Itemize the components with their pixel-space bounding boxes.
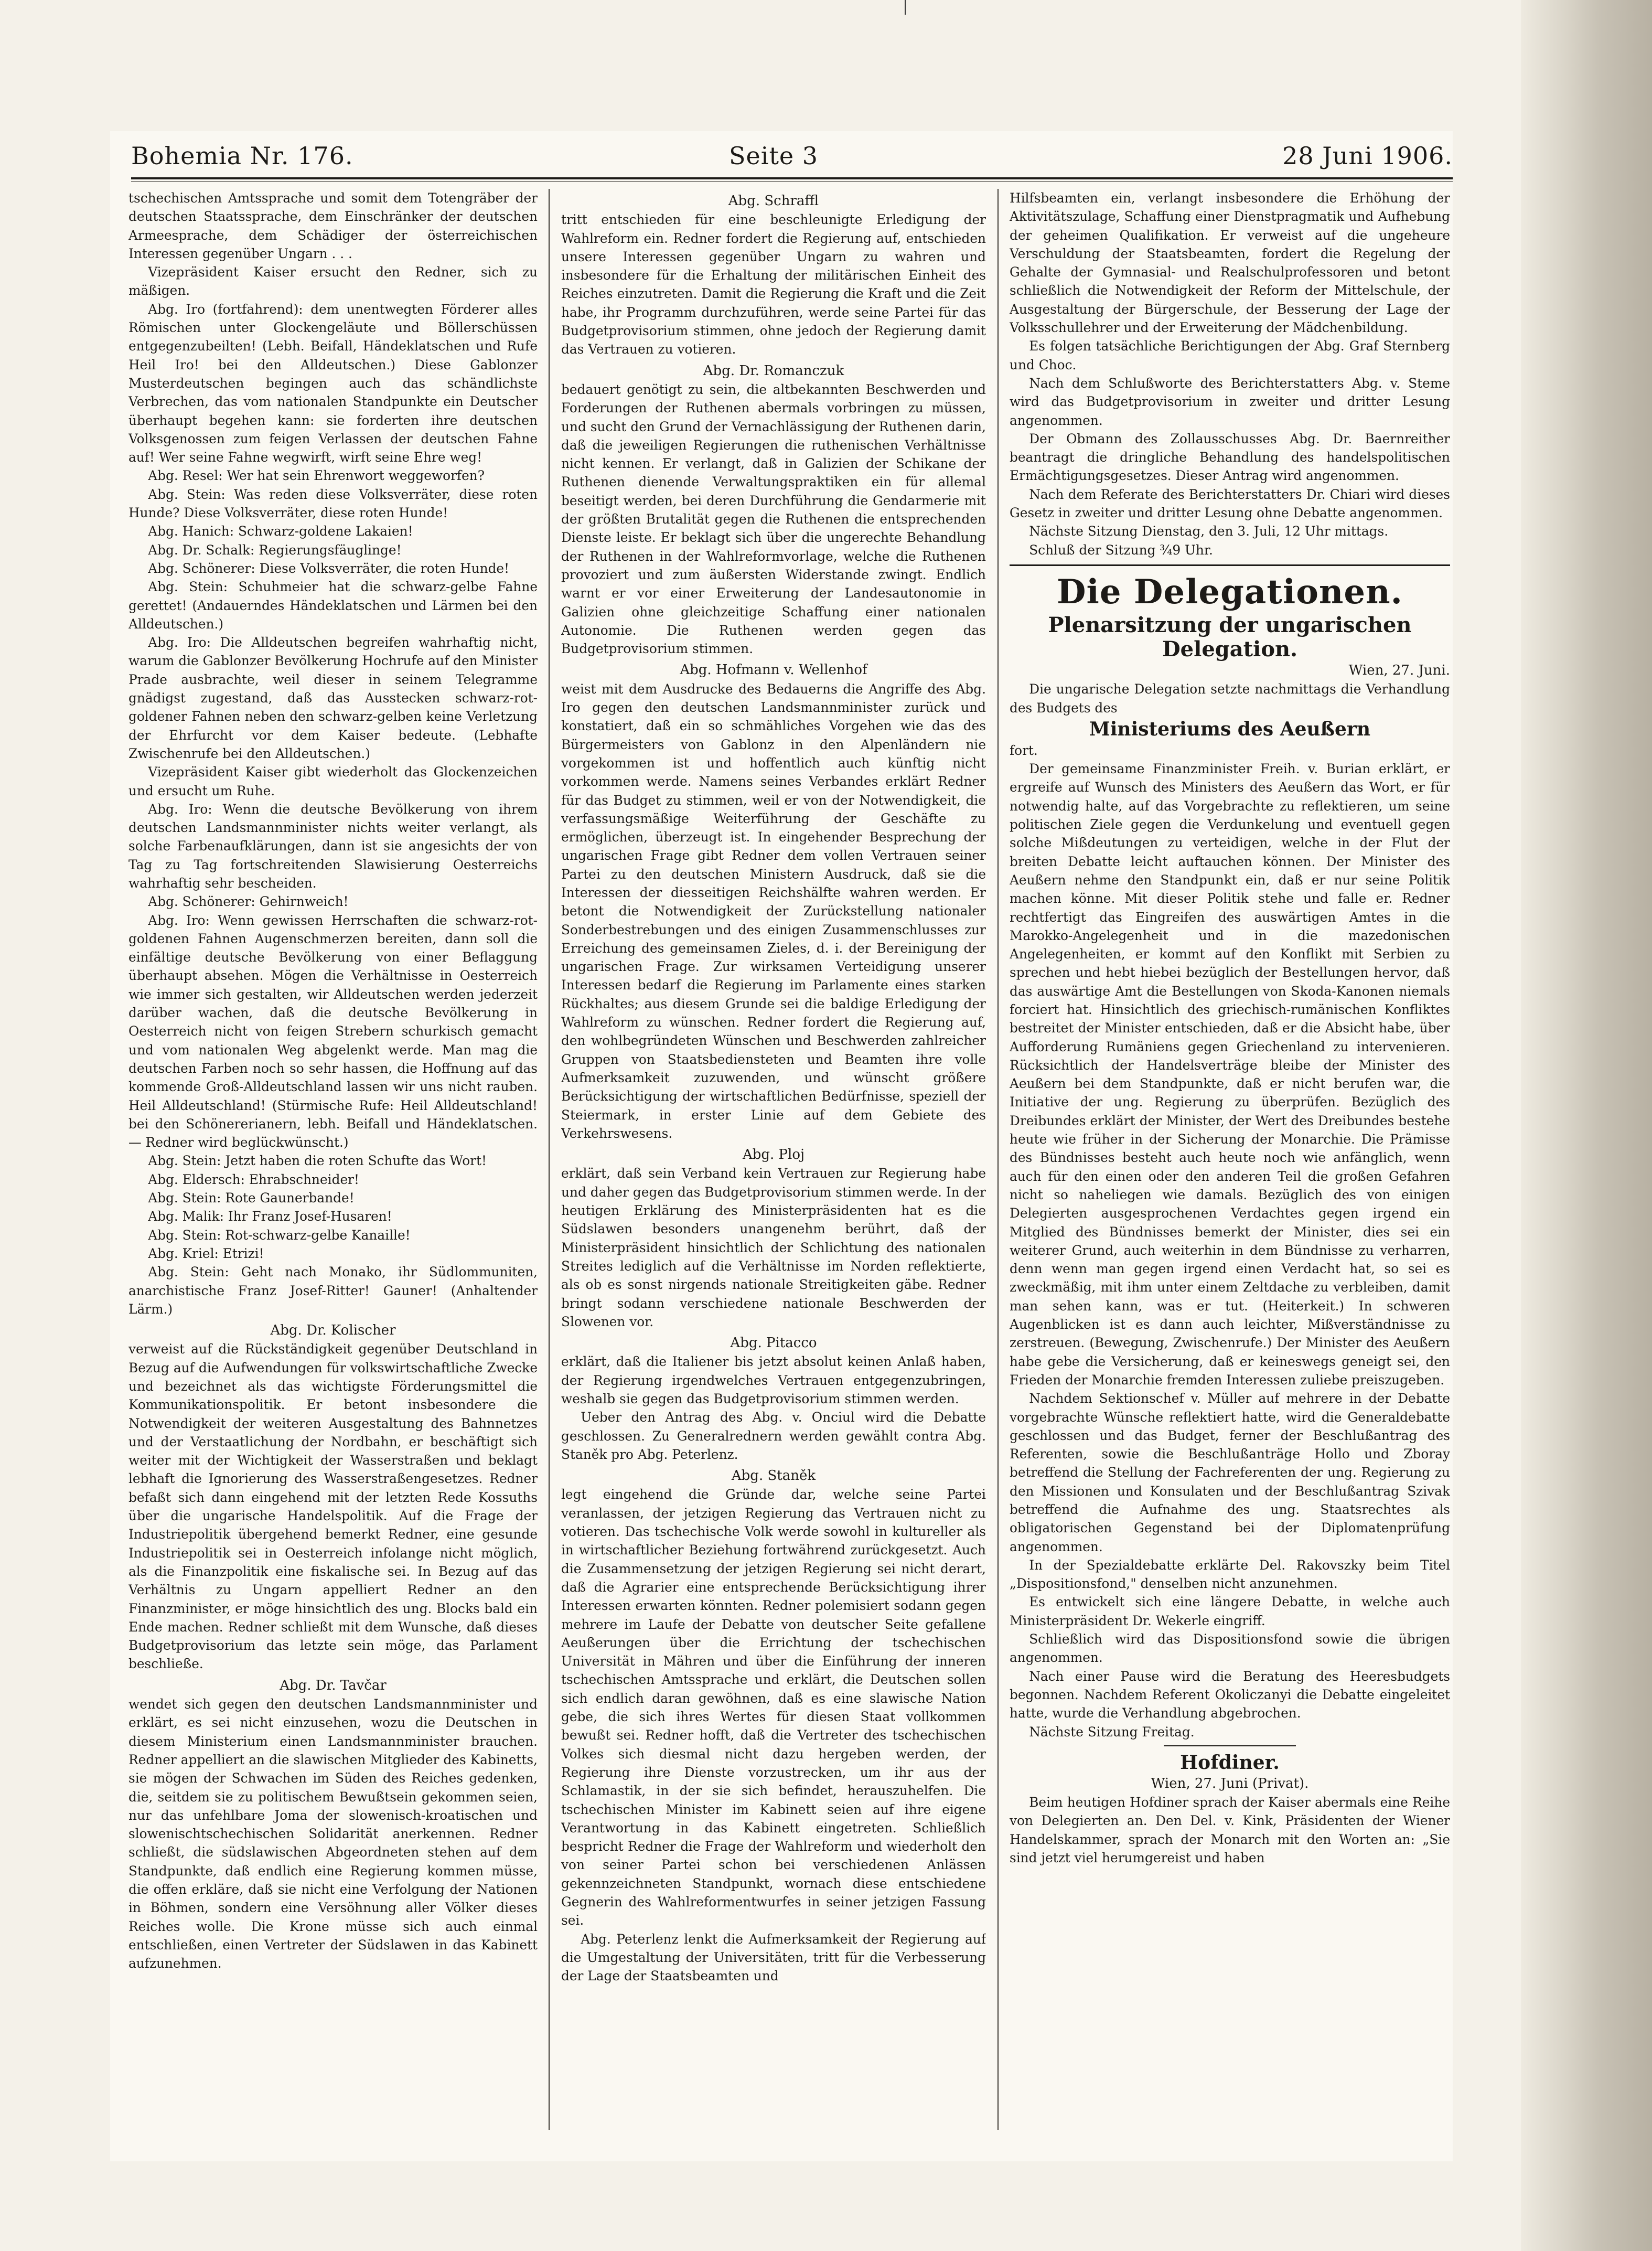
column-2 (561, 189, 986, 2130)
paragraph: Beim heutigen Hofdiner sprach der Kaiser abermals eine Reihe von Delegierten an. Den Del. v. Kink, Präsidenten der Wiener Handelskammer, sprach der Monarch mit den Worten an: „Sie sind jetzt viel herumgereist und haben (1010, 1795, 1450, 1866)
paragraph: Abg. Schönerer: Gehirnweich! (148, 894, 349, 910)
top-mark (905, 0, 906, 15)
paragraph: Abg. Iro: Wenn gewissen Herrschaften die schwarz-rot-goldenen Fahnen Augenschmerzen bereiten, dann soll die einfältige deutsche Bevölkerung von einer Beflaggung überhaupt absehen. Mögen die Verhältnisse in Oesterreich wie immer sich gestalten, wir Alldeutschen werden jederzeit darüber wachen, daß die deutsche Bevölkerung in Oesterreich nicht von feigen Strebern schurkisch gemacht und vom nationalen Weg abgelenkt werde. Man mag die deutschen Farben noch so sehr hassen, die Hoffnung auf das kommende Groß-Alldeutschland lassen wir uns nicht rauben. Heil Alldeutschland! (Stürmische Rufe: Heil Alldeutschland! bei den Schönererianern, lebh. Beifall und Händeklatschen. — Redner wird beglückwünscht.) (128, 912, 538, 1150)
paragraph: erklärt, daß die Italiener bis jetzt absolut keinen Anlaß haben, der Regierung irgendwelches Vertrauen entgegenzubringen, weshalb sie gegen das Budgetprovisorium stimmen werden. (561, 1354, 986, 1406)
column-3 (1010, 189, 1450, 2130)
section-title-hofdiner: Hofdiner. (1180, 1751, 1280, 1774)
speaker-heading: Abg. Dr. Kolischer (270, 1322, 396, 1339)
paragraph: Nächste Sitzung Freitag. (1029, 1724, 1195, 1740)
speaker-heading: Abg. Dr. Tavčar (280, 1677, 387, 1693)
paragraph: Schluß der Sitzung ¾9 Uhr. (1029, 542, 1213, 558)
paragraph: Abg. Stein: Was reden diese Volksverräter, diese roten Hunde? Diese Volksverräter, diese roten Hunde! (128, 486, 538, 521)
paragraph: Abg. Malik: Ihr Franz Josef-Husaren! (148, 1209, 392, 1224)
page-edge-shadow (1521, 0, 1652, 2251)
inline-heading: Ministeriums des Aeußern (1089, 718, 1371, 740)
speaker-heading: Abg. Dr. Romanczuk (703, 362, 844, 379)
column-divider-1 (549, 189, 550, 2130)
column-divider-2 (997, 189, 999, 2130)
section-divider-short (1164, 1745, 1296, 1746)
header-rule (131, 177, 1453, 179)
paragraph: Abg. Iro: Die Alldeutschen begreifen wahrhaftig nicht, warum die Gablonzer Bevölkerung Hochrufe auf den Minister Prade ausbrachte, weil dieser in seinem Telegramme gnädigst zugestand, daß das Ausstecken schwarz-rot-goldener Fahnen neben den schwarz-gelben keine Verletzung der Ehrfurcht vor dem Kaiser bedeute. (Lebhafte Zwischenrufe bei den Alldeutschen.) (128, 635, 538, 761)
paragraph: Abg. Stein: Rot-schwarz-gelbe Kanaille! (148, 1227, 411, 1243)
paragraph: Abg. Iro (fortfahrend): dem unentwegten Förderer alles Römischen unter Glockengeläute und Böllerschüssen entgegenzubeilten! (Lebh. Beifall, Händeklatschen und Rufe Heil Iro! bei den Alldeutschen.) Diese Gablonzer Musterdeutschen begingen auch das schändlichste Verbrechen, das vom nationalen Standpunkte ein Deutscher überhaupt begehen kann: sie forderten ihre deutschen Volksgenossen zum feigen Verlassen der deutschen Fahne auf! Wer seine Fahne wegwirft, wirft seine Ehre weg! (128, 301, 538, 465)
paragraph: Die ungarische Delegation setzte nachmittags die Verhandlung des Budgets des (1010, 681, 1450, 716)
speaker-heading: Abg. Staněk (731, 1468, 816, 1484)
paragraph: Abg. Iro: Wenn die deutsche Bevölkerung von ihrem deutschen Landsmannminister nichts weiter verlangt, als solche Farbenaufklärungen, dann ist sie angesichts der von Tag zu Tag fortschreitenden Slawisierung Oesterreichs wahrhaftig sehr bescheiden. (128, 801, 538, 891)
paragraph: Ueber den Antrag des Abg. v. Onciul wird die Debatte geschlossen. Zu Generalrednern werden gewählt contra Abg. Staněk pro Abg. Peterlenz. (561, 1410, 986, 1462)
paragraph: In der Spezialdebatte erklärte Del. Rakovszky beim Titel „Dispositionsfond," denselben nicht anzunehmen. (1010, 1557, 1450, 1592)
paragraph: bedauert genötigt zu sein, die altbekannten Beschwerden und Forderungen der Ruthenen abermals vorbringen zu müssen, und sucht den Grund der Vernachlässigung der Ruthenen darin, daß die jeweiligen Regierungen die ruthenischen Verhältnisse nicht kennen. Er verlangt, daß in Galizien der Schikane der Ruthenen dienende Verwaltungspraktiken ein für allemal beseitigt werden, bei deren Durchführung die Gendarmerie mit der größten Brutalität gegen die Ruthenen die entsprechenden Dienste leiste. Er beklagt sich über die ungerechte Behandlung der Ruthenen in der Wahlreformvorlage, welche die Ruthenen provoziert und zum äußersten Widerstande zwingt. Endlich warnt er vor einer Erweiterung der Landesautonomie in Galizien ohne gleichzeitige Schaffung einer nationalen Autonomie. Die Ruthenen werden gegen das Budgetprovisorium stimmen. (561, 381, 986, 657)
section-subtitle: Plenarsitzung der ungarischen Delegation. (1048, 612, 1412, 662)
paragraph: Vizepräsident Kaiser gibt wiederholt das Glockenzeichen und ersucht um Ruhe. (128, 764, 538, 798)
paragraph: Abg. Dr. Schalk: Regierungsfäuglinge! (148, 542, 402, 558)
header-publication: Bohemia Nr. 176. (131, 142, 353, 170)
paragraph: Abg. Hanich: Schwarz-goldene Lakaien! (148, 524, 413, 539)
speaker-heading: Abg. Pitacco (730, 1335, 817, 1351)
paragraph: Nächste Sitzung Dienstag, den 3. Juli, 12 Uhr mittags. (1029, 524, 1389, 539)
paragraph: Es folgen tatsächliche Berichtigungen der Abg. Graf Sternberg und Choc. (1010, 338, 1450, 372)
paragraph: Abg. Stein: Schuhmeier hat die schwarz-gelbe Fahne gerettet! (Andauerndes Händeklatschen und Lärmen bei den Alldeutschen.) (128, 579, 538, 632)
section-divider (1010, 564, 1450, 566)
paragraph: tschechischen Amtssprache und somit dem Totengräber der deutschen Staatssprache, dem Einschränker der deutschen Armeesprache, dem Schädiger der österreichischen Interessen gegenüber Ungarn . . . (128, 190, 538, 261)
paragraph: tritt entschieden für eine beschleunigte Erledigung der Wahlreform ein. Redner fordert die Regierung auf, entschieden unsere Interessen gegenüber Ungarn zu wahren und insbesondere für die Erhaltung der militärischen Einheit des Reiches einzutreten. Damit die Regierung die Kraft und die Zeit habe, ihr Programm durchzuführen, werde seine Partei für das Budgetprovisorium stimmen, ohne jedoch der Regierung damit das Vertrauen zu votieren. (561, 212, 986, 357)
paragraph: weist mit dem Ausdrucke des Bedauerns die Angriffe des Abg. Iro gegen den deutschen Landsmannminister zurück und konstatiert, daß ein so schmähliches Vorgehen wie das des Bürgermeisters von Gablonz in den Alpenländern nie vorgekommen ist und hoffentlich auch künftig nicht vorkommen werde. Namens seines Verbandes erklärt Redner für das Budget zu stimmen, weil er von der Notwendigkeit, die verfassungsmäßige Weiterführung der Geschäfte zu ermöglichen, überzeugt ist. In eingehender Besprechung der ungarischen Frage gibt Redner dem vollen Vertrauen seiner Partei zu den deutschen Ministern Ausdruck, daß sie die Interessen der diesseitigen Reichshälfte wahren werden. Er betont die Notwendigkeit der Zurückstellung nationaler Sonderbestrebungen und des einigen Zusammenschlusses zur Erreichung des gemeinsamen Zieles, d. i. der Bereinigung der ungarischen Frage. Zur wirksamen Verteidigung unserer Interessen bedarf die Regierung im Parlamente eines starken Rückhaltes; aus diesem Grunde sei die baldige Erledigung der Wahlreform zu wünschen. Redner fordert die Regierung auf, den wohlbegründeten Wünschen und Beschwerden zahlreicher Gruppen von Staatsbediensteten und Beamten ihre volle Aufmerksamkeit zuzuwenden, und wünscht größere Berücksichtigung der wirtschaftlichen Bedürfnisse, speziell der Steiermark, in erster Linie auf dem Gebiete des Verkehrswesens. (561, 681, 986, 1141)
paragraph: Abg. Schönerer: Diese Volksverräter, die roten Hunde! (148, 560, 510, 576)
paragraph: Abg. Kriel: Etrizi! (148, 1245, 264, 1261)
paragraph: Nach dem Schlußworte des Berichterstatters Abg. v. Steme wird das Budgetprovisorium in zweiter und dritter Lesung angenommen. (1010, 375, 1450, 428)
paragraph: Nachdem Sektionschef v. Müller auf mehrere in der Debatte vorgebrachte Wünsche reflektiert hatte, wird die Generaldebatte geschlossen und das Budget, ferner der Beschlußantrag des Referenten, sowie die Beschlußanträge Hollo und Zboray betreffend die Stellung der Fachreferenten der ung. Regierung zu den Missionen und Konsulaten und der Beschlußantrag Szivak betreffend die Aufnahme des ung. Staatsrechtes als obligatorischen Gegenstand bei der Diplomatenprüfung angenommen. (1010, 1391, 1450, 1554)
speaker-heading: Abg. Ploj (742, 1147, 805, 1163)
paragraph: Der Obmann des Zollausschusses Abg. Dr. Baernreither beantragt die dringliche Behandlung des handelspolitischen Ermächtigungsgesetzes. Dieser Antrag wird angenommen. (1010, 431, 1450, 484)
paragraph: Vizepräsident Kaiser ersucht den Redner, sich zu mäßigen. (128, 264, 538, 298)
paragraph: Schließlich wird das Dispositionsfond sowie die übrigen angenommen. (1010, 1631, 1450, 1666)
paragraph: Abg. Resel: Wer hat sein Ehrenwort weggeworfen? (148, 468, 485, 484)
header-page-number: Seite 3 (729, 142, 819, 170)
speaker-heading: Abg. Schraffl (728, 193, 819, 209)
paragraph: Abg. Peterlenz lenkt die Aufmerksamkeit der Regierung auf die Umgestaltung der Universitäten, tritt für die Verbesserung der Lage der Staatsbeamten und (561, 1931, 986, 1984)
paragraph: wendet sich gegen den deutschen Landsmannminister und erklärt, es sei nicht einzusehen, wozu die Deutschen in diesem Ministerium einen Landsmannminister brauchen. Redner appelliert an die slawischen Mitglieder des Kabinetts, sie mögen der Schwachen im Süden des Reiches gedenken, die, seitdem sie zu politischem Bewußtsein gekommen seien, nur das unfehlbare Joma der slowenisch-kroatischen und slowenischtschechischen Solidarität anerkennen. Redner schließt, die südslawischen Abgeordneten stehen auf dem Standpunkte, daß endlich eine Regierung kommen müsse, die offen erkläre, daß sie nicht eine Verfolgung der Nationen in Böhmen, sondern eine Versöhnung aller Völker dieses Reiches wolle. Die Krone müsse sich auch einmal entschließen, einen Vertreter der Südslawen in das Kabinett aufzunehmen. (128, 1697, 538, 1971)
paragraph: Abg. Stein: Geht nach Monako, ihr Südlommuniten, anarchistische Franz Josef-Ritter! Gauner! (Anhaltender Lärm.) (128, 1264, 538, 1317)
paragraph: fort. (1010, 742, 1038, 758)
paragraph: Abg. Stein: Jetzt haben die roten Schufte das Wort! (148, 1153, 487, 1169)
paragraph: Nach dem Referate des Berichterstatters Dr. Chiari wird dieses Gesetz in zweiter und dritter Lesung ohne Debatte angenommen. (1010, 486, 1450, 521)
paragraph: Hilfsbeamten ein, verlangt insbesondere die Erhöhung der Aktivitätszulage, Schaffung einer Dienstpragmatik und Aufhebung der geheimen Qualifikation. Er verweist auf die ungeheure Verschuldung der Staatsbeamten, fordert die Regelung der Gehalte der Gymnasial- und Realschulprofessoren und betont schließlich die Notwendigkeit der Reform der Mittelschule, der Ausgestaltung der Bürgerschule, der Besserung der Lage der Volksschullehrer und der Erweiterung der Mädchenbildung. (1010, 190, 1450, 336)
paragraph: erklärt, daß sein Verband kein Vertrauen zur Regierung habe und daher gegen das Budgetprovisorium stimmen werde. In der heutigen Erklärung des Ministerpräsidenten hat es die Südslawen besonders unangenehm berührt, daß der Ministerpräsident hinsichtlich der Schlichtung des nationalen Streites lediglich auf die Verhältnisse im Norden reflektierte, als ob es sonst nirgends nationale Streitigkeiten gäbe. Redner bringt sodann verschiedene nationale Beschwerden der Slowenen vor. (561, 1166, 986, 1329)
paragraph: Der gemeinsame Finanzminister Freih. v. Burian erklärt, er ergreife auf Wunsch des Ministers des Aeußern das Wort, er für notwendig halte, auf das Vorgebrachte zu reflektieren, um seine politischen Ziele gegen die Verdunkelung und eventuell gegen solche Mißdeutungen zu verteidigen, welche in der Flut der breiten Debatte leicht auftauchen können. Der Minister des Aeußern nehme den Standpunkt ein, daß er nur seine Politik machen könne. Mit dieser Politik stehe und falle er. Redner rechtfertigt das Eingreifen des auswärtigen Amtes in die Marokko-Angelegenheit und in die mazedonischen Angelegenheiten, er kommt auf den Konflikt mit Serbien zu sprechen und hebt hiebei bezüglich der Bestellungen hervor, daß das auswärtige Amt die Bestellungen von Skoda-Kanonen niemals forciert hat. Hinsichtlich des griechisch-rumänischen Konfliktes bestreitet der Minister entschieden, daß er die Absicht habe, über Aufforderung Rumäniens gegen Griechenland zu intervenieren. Rücksichtlich der Handelsverträge bleibe der Minister des Aeußern bei dem Standpunkte, daß er nicht berufen war, die Initiative der ung. Regierung zu überprüfen. Bezüglich des Dreibundes erklärt der Minister, der Wert des Dreibundes bestehe heute wie früher in der Sicherung der Monarchie. Die Prämisse des Bündnisses besteht auch heute noch wie anfänglich, wenn auch für den einen oder den anderen Teil die großen Gefahren nicht so naheliegen wie damals. Bezüglich des von einigen Delegierten ausgesprochenen Verdachtes gegen irgend ein Mitglied des Bündnisses bemerkt der Minister, dies sei ein weiterer Grund, auch weiterhin in dem Bündnisse zu verharren, denn wenn man gegen irgend einen Verdacht hat, so sei es zweckmäßig, mit ihm unter einem Zeltdache zu verbleiben, damit man sehen kann, was er tut. (Heiterkeit.) In schweren Augenblicken ist es dann auch leichter, Mißverständnisse zu zerstreuen. (Bewegung, Zwischenrufe.) Der Minister des Aeußern habe gebe die Versicherung, daß er keineswegs geneigt sei, den Frieden der Monarchie fremden Interessen zuliebe preiszugeben. (1010, 761, 1450, 1388)
paragraph: Abg. Eldersch: Ehrabschneider! (148, 1171, 359, 1187)
speaker-heading: Abg. Hofmann v. Wellenhof (680, 662, 867, 678)
paragraph: Nach einer Pause wird die Beratung des Heeresbudgets begonnen. Nachdem Referent Okoliczanyi die Debatte eingeleitet hatte, wurde die Verhandlung abgebrochen. (1010, 1668, 1450, 1721)
dateline: Wien, 27. Juni (Privat). (1151, 1775, 1309, 1791)
paragraph: Es entwickelt sich eine längere Debatte, in welche auch Ministerpräsident Dr. Wekerle eingriff. (1010, 1594, 1450, 1628)
column-1 (128, 189, 538, 2130)
section-title-delegations: Die Delegationen. (1057, 572, 1403, 612)
paragraph: Abg. Stein: Rote Gaunerbande! (148, 1190, 355, 1206)
paragraph: verweist auf die Rückständigkeit gegenüber Deutschland in Bezug auf die Aufwendungen für volkswirtschaftliche Zwecke und bezeichnet als das wichtigste Förderungsmittel die Kommunikationspolitik. Er betont insbesondere die Notwendigkeit der weiteren Ausgestaltung des Bahnnetzes und der Verstaatlichung der Nordbahn, er beschäftigt sich weiter mit der Wichtigkeit der Wasserstraßen und beklagt lebhaft die Ignorierung des Wasserstraßengesetzes. Redner befaßt sich dann eingehend mit der letzten Rede Kossuths über die ungarische Handelspolitik. Auf die Frage der Industriepolitik übergehend bemerkt Redner, eine gesunde Industriepolitik sei in Oesterreich infolange nicht möglich, als die Finanzpolitik eine fiskalische sei. In Bezug auf das Verhältnis zu Ungarn appelliert Redner an den Finanzminister, er möge hinsichtlich des ung. Blocks bald ein Ende machen. Redner schließt mit dem Wunsche, daß dieses Budgetprovisorium das letzte sein möge, das Parlament beschließe. (128, 1341, 538, 1672)
dateline: Wien, 27. Juni. (1348, 662, 1450, 678)
paragraph: legt eingehend die Gründe dar, welche seine Partei veranlassen, der jetzigen Regierung das Vertrauen nicht zu votieren. Das tschechische Volk werde sowohl in kultureller als in wirtschaftlicher Beziehung fortwährend zurückgesetzt. Auch die Zusammensetzung der jetzigen Regierung sei nicht derart, daß die Agrarier eine entsprechende Berücksichtigung ihrer Interessen erwarten könnten. Redner polemisiert sodann gegen mehrere im Laufe der Debatte von deutscher Seite gefallene Aeußerungen über die Errichtung der tschechischen Universität in Mähren und über die Einführung der inneren tschechischen Amtssprache und erklärt, die Deutschen sollen sich endlich daran gewöhnen, daß es eine slawische Nation gebe, die sich ihres Wertes für diesen Staat vollkommen bewußt sei. Redner hofft, daß die Vertreter des tschechischen Volkes sich diesmal nicht dazu hergeben werden, der Regierung ihre Dienste vorzustrecken, um ihr aus der Schlamastik, in der sie sich befindet, herauszuhelfen. Die tschechischen Minister im Kabinett seien auf ihre eigene Verantwortung in das Kabinett eingetreten. Schließlich bespricht Redner die Frage der Wahlreform und wiederholt den von seiner Partei schon bei verschiedenen Anlässen gekennzeichneten Standpunkt, wornach diese entschiedene Gegnerin des Wahlreformentwurfes in seiner jetzigen Fassung sei. (561, 1487, 986, 1928)
header-date: 28 Juni 1906. (1282, 142, 1453, 170)
